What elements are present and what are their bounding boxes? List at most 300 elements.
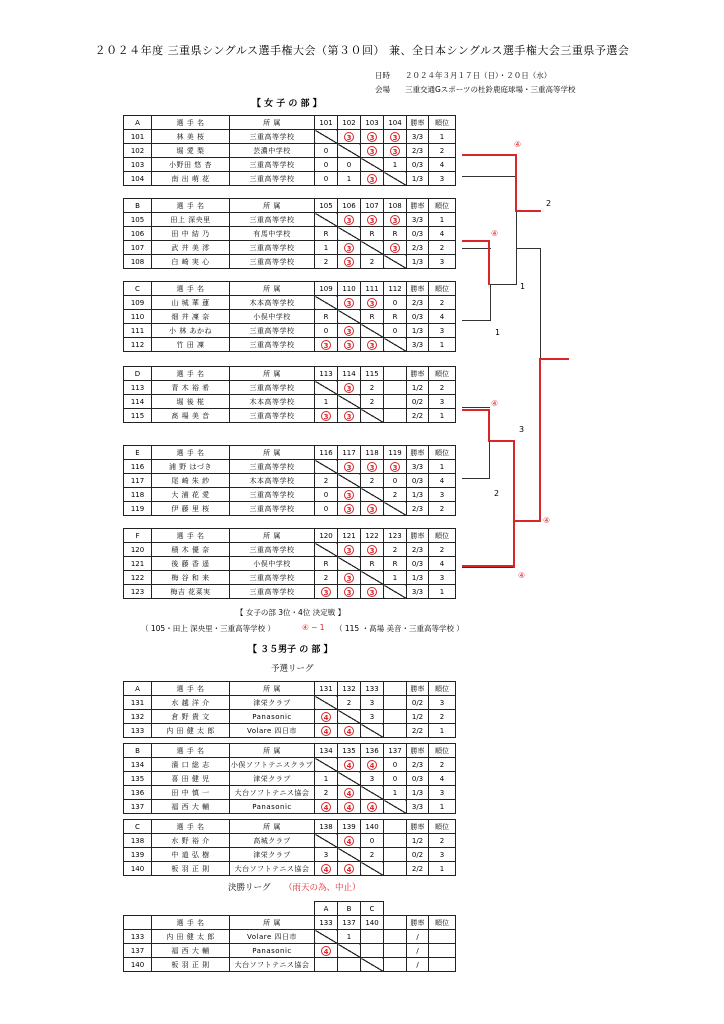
league-table (123, 281, 456, 352)
rank: 1 (429, 130, 456, 144)
player-number: 101 (124, 130, 152, 144)
win-mark: 4 (344, 802, 354, 812)
col-rate-header: 勝率 (407, 682, 429, 696)
player-number: 112 (124, 338, 152, 352)
player-org: 三重高等学校 (230, 130, 315, 144)
group-label: D (124, 367, 152, 381)
win-mark: 3 (321, 340, 331, 350)
table-row (124, 172, 456, 186)
final-league-table (123, 901, 456, 972)
result-cell: R (361, 557, 384, 571)
col-name-header: 選 手 名 (152, 529, 230, 543)
diagonal-cell (361, 571, 384, 585)
bracket-line (462, 320, 490, 321)
diagonal-cell (361, 958, 384, 972)
result-cell: 1 (315, 395, 338, 409)
table-row (124, 710, 456, 724)
player-org: 三重高等学校 (230, 409, 315, 423)
player-number: 116 (124, 460, 152, 474)
player-name: 田 中 慎 一 (152, 786, 230, 800)
result-cell: 2 (338, 696, 361, 710)
col-num-header: 122 (361, 529, 384, 543)
result-cell (338, 296, 361, 310)
player-name: 福 西 大 輔 (152, 800, 230, 814)
win-rate: 0/2 (407, 696, 429, 710)
win-rate: 1/2 (407, 381, 429, 395)
blank-cell (407, 902, 429, 916)
table-row (124, 381, 456, 395)
result-cell (338, 381, 361, 395)
result-cell: R (315, 310, 338, 324)
blank-cell (124, 916, 152, 930)
table-row (124, 862, 456, 876)
result-cell (338, 213, 361, 227)
womens-heading: 【 女 子 の 部 】 (252, 99, 322, 109)
win-mark: 3 (344, 243, 354, 253)
player-org: 三重高等学校 (230, 158, 315, 172)
table-row (124, 958, 456, 972)
col-rank-header: 順位 (429, 199, 456, 213)
win-mark: 3 (367, 298, 377, 308)
col-name-header: 選 手 名 (152, 682, 230, 696)
player-org: 三重高等学校 (230, 460, 315, 474)
result-cell: 1 (315, 241, 338, 255)
league-table (123, 198, 456, 269)
player-name: 板 羽 正 則 (152, 862, 230, 876)
win-mark: 3 (344, 587, 354, 597)
result-cell (338, 786, 361, 800)
result-cell: R (361, 310, 384, 324)
bracket-line (516, 248, 541, 249)
player-name: 倉 野 貴 文 (152, 710, 230, 724)
result-cell: 2 (315, 474, 338, 488)
result-cell: 0 (384, 758, 407, 772)
rank (429, 958, 456, 972)
player-number: 132 (124, 710, 152, 724)
result-cell: 0 (315, 172, 338, 186)
result-cell: R (384, 557, 407, 571)
col-org-header: 所 属 (230, 367, 315, 381)
win-mark: 3 (344, 257, 354, 267)
player-number: 140 (124, 958, 152, 972)
player-number: 119 (124, 502, 152, 516)
col-rate-header: 勝率 (407, 820, 429, 834)
player-number: 110 (124, 310, 152, 324)
player-org: Panasonic (230, 800, 315, 814)
winner-line (462, 240, 490, 242)
league-table (123, 115, 456, 186)
bracket-score: 1 (520, 282, 526, 291)
league-table (123, 528, 456, 599)
result-cell: 0 (384, 296, 407, 310)
player-number: 123 (124, 585, 152, 599)
player-org: 三重高等学校 (230, 585, 315, 599)
result-cell: 0 (315, 488, 338, 502)
player-name: 伊 藤 里 桜 (152, 502, 230, 516)
result-cell: 3 (361, 696, 384, 710)
blank-cell (384, 958, 407, 972)
result-cell (338, 502, 361, 516)
table-row (124, 758, 456, 772)
winner-line (513, 520, 541, 522)
col-name-header: 選 手 名 (152, 199, 230, 213)
win-mark: 3 (367, 587, 377, 597)
player-name: 畑 井 凜 奈 (152, 310, 230, 324)
win-rate: 2/2 (407, 409, 429, 423)
winner-line (462, 565, 515, 567)
player-number: 107 (124, 241, 152, 255)
win-mark: 3 (321, 587, 331, 597)
col-name-header: 選 手 名 (152, 820, 230, 834)
result-cell (338, 862, 361, 876)
diagonal-cell (384, 255, 407, 269)
win-mark: 4 (344, 864, 354, 874)
win-rate: 0/3 (407, 772, 429, 786)
diagonal-cell (338, 227, 361, 241)
blank-cell (384, 916, 407, 930)
table-row (124, 543, 456, 557)
diagonal-cell (384, 800, 407, 814)
player-name: 堀 愛 梨 (152, 144, 230, 158)
diagonal-cell (338, 848, 361, 862)
result-cell: 2 (361, 381, 384, 395)
result-cell (361, 930, 384, 944)
col-num-header: 121 (338, 529, 361, 543)
win-mark: 3 (367, 146, 377, 156)
player-org: 三重高等学校 (230, 571, 315, 585)
result-cell: 2 (315, 571, 338, 585)
result-cell: R (361, 227, 384, 241)
diagonal-cell (315, 758, 338, 772)
player-number: 121 (124, 557, 152, 571)
player-org: 三重高等学校 (230, 324, 315, 338)
win-mark: 3 (344, 411, 354, 421)
col-num-header: 111 (361, 282, 384, 296)
col-rank-header: 順位 (429, 820, 456, 834)
table-row (124, 724, 456, 738)
player-org: 三重高等学校 (230, 213, 315, 227)
result-cell: 1 (315, 772, 338, 786)
col-rank-header: 順位 (429, 282, 456, 296)
col-num-header: 137 (338, 916, 361, 930)
blank-cell (152, 902, 230, 916)
table-row (124, 158, 456, 172)
win-mark: 4 (321, 802, 331, 812)
result-cell: 0 (338, 158, 361, 172)
prelim-label: 予選リーグ (271, 664, 314, 674)
diagonal-cell (315, 696, 338, 710)
rank: 1 (429, 338, 456, 352)
table-row (124, 772, 456, 786)
win-mark: 3 (344, 383, 354, 393)
diagonal-cell (361, 786, 384, 800)
bracket-score: ④ (491, 229, 499, 238)
table-row (124, 800, 456, 814)
col-num-header: 140 (361, 820, 384, 834)
win-mark: 3 (344, 490, 354, 500)
winner-line (539, 358, 541, 522)
bracket-score: ④ (491, 399, 499, 408)
col-num-header: 123 (384, 529, 407, 543)
blank-cell (429, 902, 456, 916)
result-cell: R (315, 227, 338, 241)
result-cell: 0 (315, 144, 338, 158)
win-mark: 4 (344, 788, 354, 798)
bracket-line (462, 478, 490, 479)
result-cell (315, 409, 338, 423)
result-cell (384, 848, 407, 862)
bracket-score: ④ (514, 140, 522, 149)
table-row (124, 571, 456, 585)
bracket-line (462, 407, 490, 408)
player-number: 131 (124, 696, 152, 710)
win-rate: 1/2 (407, 710, 429, 724)
player-name: 田 中 結 乃 (152, 227, 230, 241)
player-number: 138 (124, 834, 152, 848)
diagonal-cell (315, 381, 338, 395)
col-org-header: 所 属 (230, 820, 315, 834)
player-org: 三重高等学校 (230, 338, 315, 352)
winner-line (462, 154, 517, 156)
winner-line (488, 240, 490, 285)
win-mark: 3 (344, 215, 354, 225)
player-name: 田上 深央里 (152, 213, 230, 227)
rank: 2 (429, 834, 456, 848)
rank: 4 (429, 310, 456, 324)
col-rank-header: 順位 (429, 367, 456, 381)
result-cell: 1 (338, 172, 361, 186)
win-rate: 2/3 (407, 502, 429, 516)
table-row (124, 502, 456, 516)
player-org: 高城クラブ (230, 834, 315, 848)
player-name: 竹 田 凜 (152, 338, 230, 352)
win-mark: 3 (344, 340, 354, 350)
bracket-score: ④ (518, 571, 526, 580)
col-num-header: 135 (338, 744, 361, 758)
player-name: 白 崎 実 心 (152, 255, 230, 269)
player-org: 三重高等学校 (230, 502, 315, 516)
rank: 4 (429, 557, 456, 571)
diagonal-cell (338, 710, 361, 724)
bracket-score: 2 (546, 199, 552, 208)
blank-cell (384, 930, 407, 944)
win-mark: 4 (321, 946, 331, 956)
table-row (124, 557, 456, 571)
diagonal-cell (315, 543, 338, 557)
win-mark: 4 (367, 760, 377, 770)
player-name: 髙 場 美 音 (152, 409, 230, 423)
result-cell: 3 (361, 710, 384, 724)
col-rate-header: 勝率 (407, 199, 429, 213)
rank: 1 (429, 724, 456, 738)
result-cell (315, 724, 338, 738)
player-name: 水 野 裕 介 (152, 834, 230, 848)
diagonal-cell (361, 862, 384, 876)
win-rate: 2/3 (407, 758, 429, 772)
result-cell (361, 758, 384, 772)
win-mark: 3 (367, 174, 377, 184)
col-num-header: 109 (315, 282, 338, 296)
result-cell (315, 710, 338, 724)
result-cell: R (384, 310, 407, 324)
result-cell: 1 (384, 158, 407, 172)
win-mark: 3 (344, 298, 354, 308)
win-mark: 4 (344, 726, 354, 736)
table-row (124, 786, 456, 800)
win-rate: 1/3 (407, 255, 429, 269)
col-rank-header: 順位 (429, 116, 456, 130)
result-cell: 0 (315, 324, 338, 338)
player-org: Panasonic (230, 944, 315, 958)
win-rate: 1/3 (407, 786, 429, 800)
player-number: 118 (124, 488, 152, 502)
group-label: B (124, 744, 152, 758)
win-rate: 0/3 (407, 158, 429, 172)
col-rank-header: 順位 (429, 916, 456, 930)
player-number: 113 (124, 381, 152, 395)
player-name: 喜 田 健 児 (152, 772, 230, 786)
mens-heading: 【 ３５男子 の 部 】 (248, 645, 333, 655)
col-name-header: 選 手 名 (152, 116, 230, 130)
player-org: 津栄クラブ (230, 696, 315, 710)
diagonal-cell (361, 724, 384, 738)
result-cell (384, 409, 407, 423)
result-cell: 1 (384, 571, 407, 585)
result-cell (338, 585, 361, 599)
result-cell (361, 543, 384, 557)
player-name: 梅 谷 和 来 (152, 571, 230, 585)
player-number: 104 (124, 172, 152, 186)
player-number: 135 (124, 772, 152, 786)
diagonal-cell (338, 772, 361, 786)
col-name-header: 選 手 名 (152, 744, 230, 758)
bracket-line (462, 248, 491, 249)
col-num-header: 118 (361, 446, 384, 460)
win-rate: 0/3 (407, 557, 429, 571)
player-number: 115 (124, 409, 152, 423)
diagonal-cell (338, 144, 361, 158)
win-mark: 3 (344, 545, 354, 555)
win-rate: 3/3 (407, 338, 429, 352)
player-number: 133 (124, 724, 152, 738)
diagonal-cell (315, 930, 338, 944)
player-name: 青 木 裕 希 (152, 381, 230, 395)
player-name: 中 道 弘 樹 (152, 848, 230, 862)
col-num-header: 101 (315, 116, 338, 130)
diagonal-cell (361, 158, 384, 172)
win-mark: 3 (344, 326, 354, 336)
page-title: ２０２４年度 三重県シングルス選手権大会（第３０回） 兼、全日本シングルス選手権大会三重県予選会 (94, 44, 630, 57)
result-cell (338, 130, 361, 144)
result-cell (338, 324, 361, 338)
player-number: 103 (124, 158, 152, 172)
result-cell: 0 (315, 502, 338, 516)
table-row (124, 255, 456, 269)
col-num-header (384, 682, 407, 696)
result-cell (361, 338, 384, 352)
player-org: 小俣中学校 (230, 557, 315, 571)
col-num-header: 108 (384, 199, 407, 213)
col-org-header: 所 属 (230, 682, 315, 696)
rank: 3 (429, 571, 456, 585)
table-row (124, 848, 456, 862)
player-number: 117 (124, 474, 152, 488)
player-org: Volare 四日市 (230, 724, 315, 738)
result-cell: 2 (361, 255, 384, 269)
result-cell (338, 724, 361, 738)
result-cell (384, 460, 407, 474)
col-org-header: 所 属 (230, 529, 315, 543)
result-cell (338, 543, 361, 557)
col-rate-header: 勝率 (407, 282, 429, 296)
col-rank-header: 順位 (429, 446, 456, 460)
win-mark: 4 (321, 726, 331, 736)
win-mark: 3 (321, 411, 331, 421)
player-org: 津栄クラブ (230, 772, 315, 786)
result-cell (361, 172, 384, 186)
bracket-line (490, 284, 491, 321)
col-rank-header: 順位 (429, 529, 456, 543)
diagonal-cell (338, 944, 361, 958)
table-row (124, 460, 456, 474)
win-rate: 1/3 (407, 571, 429, 585)
win-rate: 0/2 (407, 395, 429, 409)
group-label: F (124, 529, 152, 543)
win-mark: 3 (390, 215, 400, 225)
result-cell (384, 241, 407, 255)
result-cell (315, 862, 338, 876)
diagonal-cell (315, 130, 338, 144)
result-cell: 3 (361, 772, 384, 786)
col-num-header (384, 820, 407, 834)
player-org: 大台ソフトテニス協会 (230, 862, 315, 876)
result-cell (361, 213, 384, 227)
rank: 4 (429, 772, 456, 786)
result-cell: 0 (315, 158, 338, 172)
col-org-header: 所 属 (230, 446, 315, 460)
win-rate: 2/3 (407, 144, 429, 158)
rank: 1 (429, 409, 456, 423)
result-cell (384, 834, 407, 848)
winner-line (513, 440, 515, 568)
col-name-header: 選 手 名 (152, 282, 230, 296)
result-cell (315, 958, 338, 972)
player-name: 水 越 洋 介 (152, 696, 230, 710)
col-name-header: 選 手 名 (152, 446, 230, 460)
col-rate-header: 勝率 (407, 529, 429, 543)
player-org: 三重高等学校 (230, 255, 315, 269)
blank-cell (230, 902, 315, 916)
col-rate-header: 勝率 (407, 916, 429, 930)
player-name: 武 井 美 澪 (152, 241, 230, 255)
player-org: 大台ソフトテニス協会 (230, 958, 315, 972)
win-rate: 3/3 (407, 213, 429, 227)
col-num-header: 119 (384, 446, 407, 460)
group-label: B (124, 199, 152, 213)
result-cell: 0 (384, 772, 407, 786)
player-name: 小野田 悠 杏 (152, 158, 230, 172)
rank: 3 (429, 488, 456, 502)
player-number: 133 (124, 930, 152, 944)
league-table (123, 743, 456, 814)
third-place-heading: 【 女子の部 3位・4位 決定戦 】 (236, 608, 346, 617)
col-num-header: 116 (315, 446, 338, 460)
bracket-score: 2 (494, 489, 500, 498)
result-cell (338, 834, 361, 848)
col-org-header: 所 属 (230, 116, 315, 130)
win-mark: 3 (344, 504, 354, 514)
result-cell (361, 502, 384, 516)
